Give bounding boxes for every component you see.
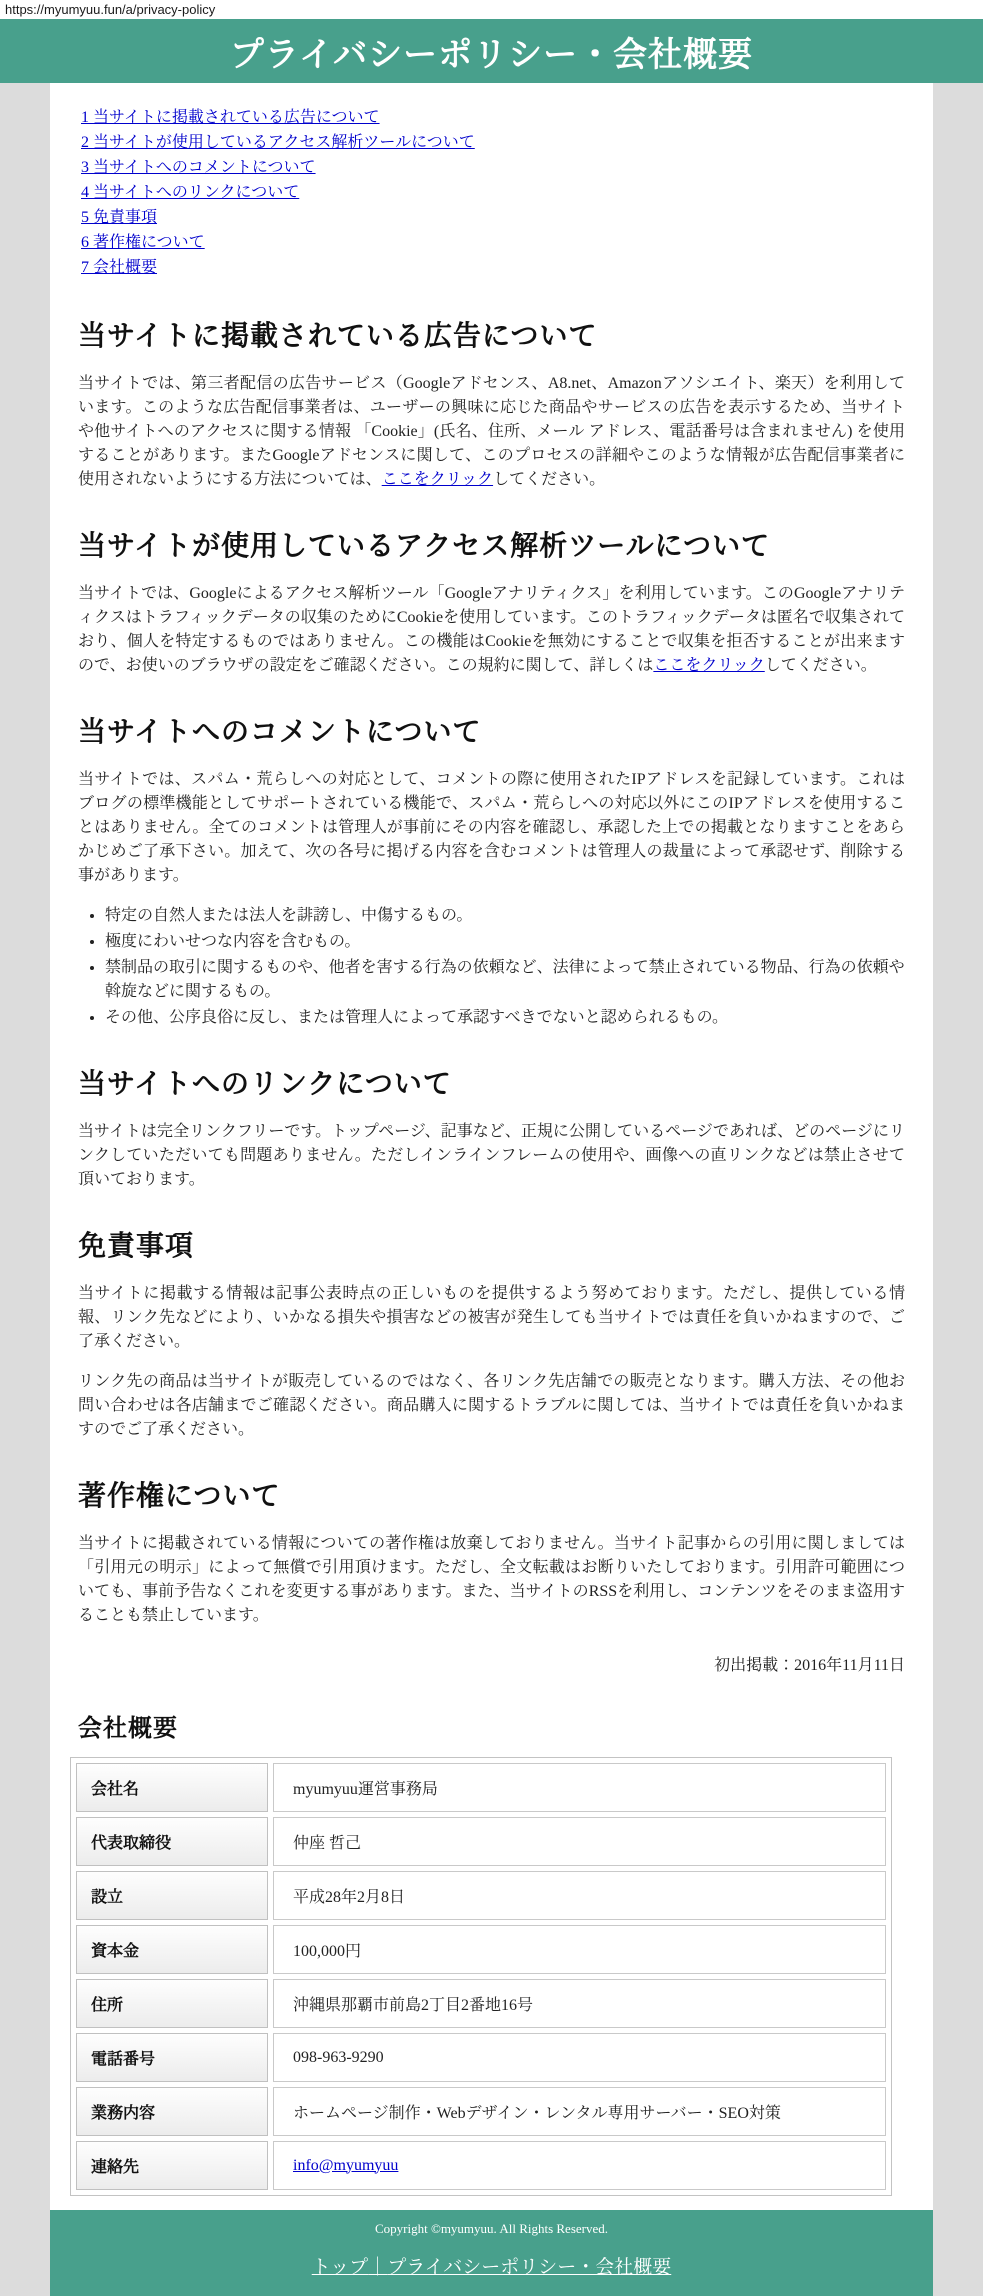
analytics-text-before: 当サイトでは、Googleによるアクセス解析ツール「Googleアナリティクス」を利用しています。このGoogleアナリティクスはトラフィックデータの収集のためにCookieを使用しています。このトラフィックデータは匿名で収集されており、個人を特定するものではありません。この機能はCookieを無効にすることで収集を拒否することが出来ますので、お使いのブラウザの設定をご確認ください。この規約に関して、詳しくは bbox=[78, 585, 905, 674]
table-row bbox=[76, 2087, 886, 2136]
footer-link-privacy[interactable]: プライバシーポリシー・会社概要 bbox=[387, 2257, 672, 2278]
section-copyright-heading: 著作権について bbox=[78, 1480, 281, 1511]
ads-text-after: してください。 bbox=[493, 471, 606, 488]
site-footer bbox=[50, 2210, 933, 2296]
row-label: 会社名 bbox=[76, 1763, 268, 1812]
section-copyright-paragraph: 当サイトに掲載されている情報についての著作権は放棄しておりません。当サイト記事からの引用に関しましては「引用元の明示」によって無償で引用頂けます。ただし、全文転載はお断りいたしております。引用許可範囲についても、事前予告なくこれを変更する事があります。また、当サイトのRSSを利用し、コンテンツをそのまま盗用することも禁止しています。 bbox=[78, 1535, 905, 1624]
toc-link-company[interactable]: 7 会社概要 bbox=[81, 259, 158, 276]
section-copyright-policy bbox=[78, 1474, 905, 1678]
row-value: 100,000円 bbox=[273, 1925, 886, 1974]
list-item: • 禁制品の取引に関するものや、他者を害する行為の依頼など、法律によって禁止されている物品、行為の依頼や斡旋などに関するもの。 bbox=[105, 956, 905, 1004]
section-links bbox=[78, 1062, 905, 1192]
row-value: 沖縄県那覇市前島2丁目2番地16号 bbox=[273, 1979, 886, 2028]
footer-separator: ｜ bbox=[368, 2257, 388, 2278]
row-value: 仲座 哲己 bbox=[273, 1817, 886, 1866]
row-label: 設立 bbox=[76, 1871, 268, 1920]
table-row bbox=[76, 1925, 886, 1974]
first-published-date: 初出掲載：2016年11月11日 bbox=[714, 1657, 905, 1674]
section-ads-heading: 当サイトに掲載されている広告について bbox=[78, 320, 598, 351]
section-links-heading: 当サイトへのリンクについて bbox=[78, 1068, 452, 1099]
row-value: ホームページ制作・Webデザイン・レンタル専用サーバー・SEO対策 bbox=[273, 2087, 886, 2136]
section-disclaimer bbox=[78, 1224, 905, 1442]
row-label: 資本金 bbox=[76, 1925, 268, 1974]
company-heading: 会社概要 bbox=[78, 1715, 178, 1742]
section-disclaimer-heading: 免責事項 bbox=[78, 1230, 195, 1261]
table-row bbox=[76, 1871, 886, 1920]
footer-link-top[interactable]: トップ bbox=[311, 2257, 369, 2278]
section-comments-heading: 当サイトへのコメントについて bbox=[78, 716, 482, 747]
toc-link-links[interactable]: 4 当サイトへのリンクについて bbox=[81, 184, 300, 201]
footer-nav bbox=[50, 2252, 933, 2279]
section-analytics-heading: 当サイトが使用しているアクセス解析ツールについて bbox=[78, 530, 771, 561]
row-value: myumyuu運営事務局 bbox=[273, 1763, 886, 1812]
section-links-paragraph: 当サイトは完全リンクフリーです。トップページ、記事など、正規に公開しているページであれば、どのページにリンクしていただいても問題ありません。ただしインラインフレームの使用や、画像への直リンクなどは禁止させて頂いております。 bbox=[78, 1123, 905, 1188]
table-row bbox=[76, 2033, 886, 2082]
table-row bbox=[76, 1763, 886, 1812]
analytics-click-here-link[interactable]: ここをクリック bbox=[653, 657, 765, 674]
row-label: 代表取締役 bbox=[76, 1817, 268, 1866]
section-analytics bbox=[78, 524, 905, 678]
footer-copyright: Copyright ©myumyuu. All Rights Reserved. bbox=[374, 2221, 609, 2236]
contact-email-link[interactable]: info@myumyuu bbox=[293, 2156, 399, 2174]
section-ads-paragraph bbox=[78, 372, 905, 492]
list-item: • その他、公序良俗に反し、または管理人によって承認すべきでないと認められるもの。 bbox=[105, 1006, 905, 1030]
main-content bbox=[50, 83, 933, 2210]
table-of-contents bbox=[81, 105, 905, 280]
section-ads bbox=[78, 314, 905, 492]
ads-click-here-link[interactable]: ここをクリック bbox=[381, 471, 494, 488]
section-analytics-paragraph bbox=[78, 582, 905, 678]
analytics-text-after: してください。 bbox=[764, 657, 877, 674]
table-row bbox=[76, 1817, 886, 1866]
toc-link-analytics[interactable]: 2 当サイトが使用しているアクセス解析ツールについて bbox=[81, 134, 475, 151]
list-item: • 特定の自然人または法人を誹謗し、中傷するもの。 bbox=[105, 904, 905, 928]
table-row bbox=[76, 2141, 886, 2190]
url-label: https://myumyuu.fun/a/privacy-policy bbox=[0, 0, 983, 19]
site-header bbox=[0, 19, 983, 83]
row-value: 平成28年2月8日 bbox=[273, 1871, 886, 1920]
comment-policy-list bbox=[78, 904, 905, 1030]
toc-link-disclaimer[interactable]: 5 免責事項 bbox=[81, 209, 158, 226]
row-value: 098-963-9290 bbox=[273, 2033, 886, 2082]
list-item: • 極度にわいせつな内容を含むもの。 bbox=[105, 930, 905, 954]
section-disclaimer-paragraph-2: リンク先の商品は当サイトが販売しているのではなく、各リンク先店舗での販売となります。購入方法、その他お問い合わせは各店舗までご確認ください。商品購入に関するトラブルに関しては、当サイトでは責任を負いかねますのでご了承ください。 bbox=[78, 1373, 905, 1438]
company-table bbox=[70, 1757, 892, 2196]
toc-link-comments[interactable]: 3 当サイトへのコメントについて bbox=[81, 159, 316, 176]
row-label: 住所 bbox=[76, 1979, 268, 2028]
row-label: 業務内容 bbox=[76, 2087, 268, 2136]
section-disclaimer-paragraph-1: 当サイトに掲載する情報は記事公表時点の正しいものを提供するよう努めております。ただし、提供している情報、リンク先などにより、いかなる損失や損害などの被害が発生しても当サイトでは責任を負いかねますので、ご了承ください。 bbox=[78, 1285, 905, 1350]
row-value bbox=[273, 2141, 886, 2190]
section-company bbox=[78, 1708, 905, 2196]
page-title: プライバシーポリシー・会社概要 bbox=[229, 35, 754, 74]
table-row bbox=[76, 1979, 886, 2028]
row-label: 電話番号 bbox=[76, 2033, 268, 2082]
toc-link-copyright[interactable]: 6 著作権について bbox=[81, 234, 205, 251]
section-comments-paragraph: 当サイトでは、スパム・荒らしへの対応として、コメントの際に使用されたIPアドレスを記録しています。これはブログの標準機能としてサポートされている機能で、スパム・荒らしへの対応以外にこのIPアドレスを使用することはありません。全てのコメントは管理人が事前にその内容を確認し、承認した上での掲載となりますことをあらかじめご了承下さい。加えて、次の各号に掲げる内容を含むコメントは管理人の裁量によって承認せず、削除する事があります。 bbox=[78, 771, 905, 884]
page-column bbox=[50, 83, 933, 2296]
row-label: 連絡先 bbox=[76, 2141, 268, 2190]
ads-text-before: 当サイトでは、第三者配信の広告サービス（Googleアドセンス、A8.net、Amazonアソシエイト、楽天）を利用しています。このような広告配信事業者は、ユーザーの興味に応じた商品やサービスの広告を表示するため、当サイトや他サイトへのアクセスに関する情報 「Cookie」(氏名、住所、メール アドレス、電話番号は含まれません) を使用することがあります。またGoogleアドセンスに関して、このプロセスの詳細やこのような情報が広告配信事業者に使用されないようにする方法については、 bbox=[78, 375, 905, 488]
section-comments bbox=[78, 710, 905, 1030]
toc-link-ads[interactable]: 1 当サイトに掲載されている広告について bbox=[81, 109, 380, 126]
